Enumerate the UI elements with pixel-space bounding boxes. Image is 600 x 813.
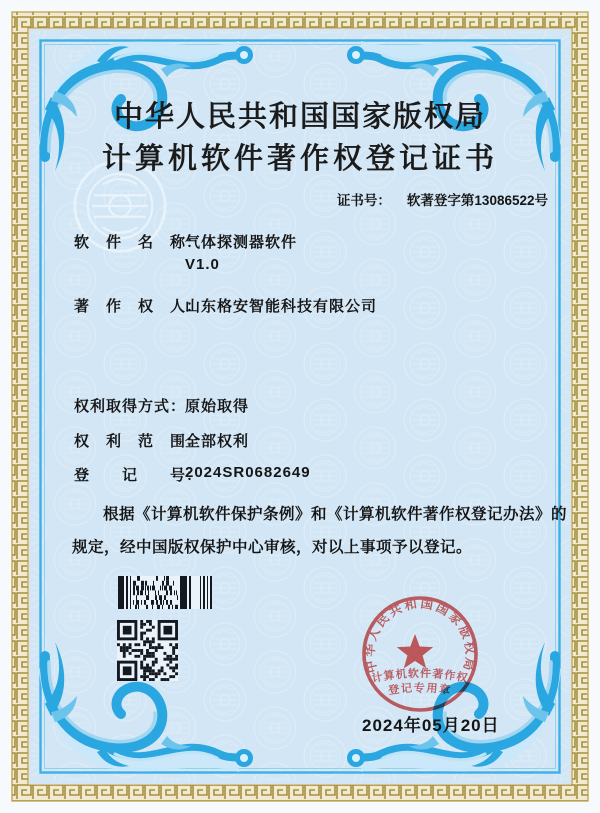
- acquisition-method-label: 权利取得方式：: [74, 398, 187, 415]
- red-star: [397, 634, 433, 668]
- qr-code: [117, 620, 178, 681]
- registration-number-value: 2024SR0682649: [185, 464, 311, 481]
- certificate-number-label: 证书号：: [336, 193, 391, 208]
- statement-line-2: 规定，经中国版权保护中心审核，对以上事项予以登记。: [72, 539, 473, 556]
- copyright-owner-value: 山东格安智能科技有限公司: [185, 298, 378, 315]
- authority-title: 中华人民共和国国家版权局: [113, 101, 486, 133]
- software-name-value: 气体探测器软件: [185, 234, 298, 251]
- statement-line-1: 根据《计算机软件保护条例》和《计算机软件著作权登记办法》的: [103, 506, 568, 523]
- software-version-value: V1.0: [185, 256, 220, 273]
- seal-text-line2: 登记专用章: [387, 682, 453, 698]
- acquisition-method-value: 原始取得: [185, 398, 250, 415]
- registration-number-label: 登 记 号：: [74, 467, 203, 484]
- seal-text-line1: 计算机软件著作权: [370, 667, 470, 686]
- red-official-seal: [357, 594, 483, 720]
- certificate-number: [337, 189, 548, 209]
- pdf417-barcode: [118, 576, 212, 609]
- software-name-label: 软 件 名 称：: [74, 234, 203, 251]
- certificate-number-value: 软著登字第13086522号: [406, 193, 548, 208]
- certificate-title: 计算机软件著作权登记证书: [101, 143, 498, 175]
- seal-ring-text: 中华人民共和国国家版权局: [362, 596, 478, 675]
- registration-date: 2024年05月20日: [362, 716, 500, 735]
- copyright-owner-label: 著 作 权 人：: [74, 298, 203, 315]
- rights-scope-label: 权 利 范 围：: [74, 433, 203, 450]
- rights-scope-value: 全部权利: [185, 433, 250, 450]
